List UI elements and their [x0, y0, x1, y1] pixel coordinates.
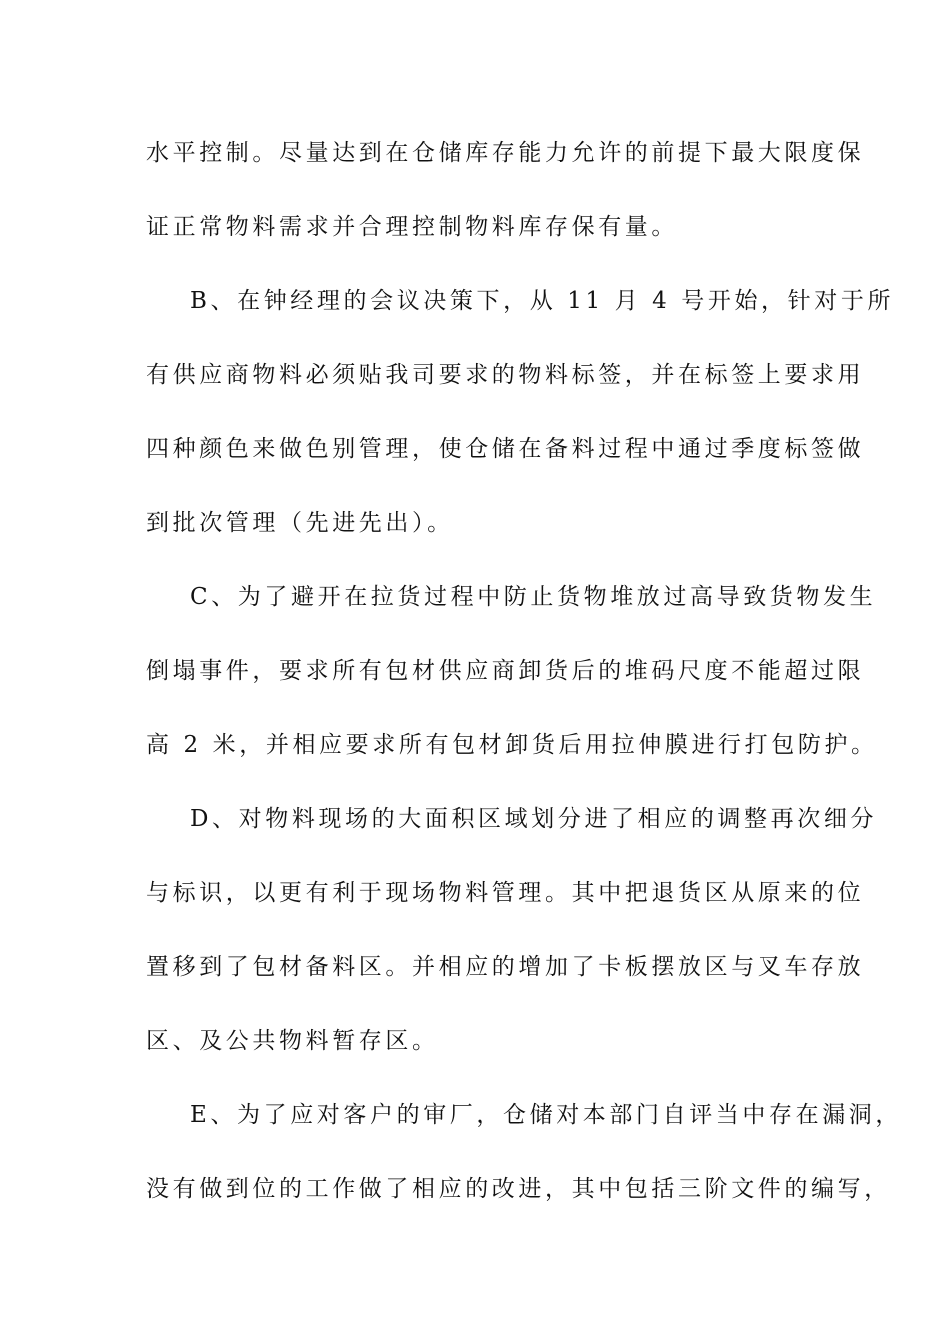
text-line: 倒塌事件，要求所有包材供应商卸货后的堆码尺度不能超过限: [146, 658, 865, 684]
text-line: 到批次管理（先进先出）。: [146, 510, 454, 536]
paragraph-e-start: E、为了应对客户的审厂，仓储对本部门自评当中存在漏洞，: [190, 1102, 902, 1128]
text-line: 与标识，以更有利于现场物料管理。其中把退货区从原来的位: [146, 880, 865, 906]
text-line: 有供应商物料必须贴我司要求的物料标签，并在标签上要求用: [146, 362, 865, 388]
text-line: 四种颜色来做色别管理，使仓储在备料过程中通过季度标签做: [146, 436, 865, 462]
text-line: 高 2 米，并相应要求所有包材卸货后用拉伸膜进行打包防护。: [146, 732, 878, 758]
text-line: 证正常物料需求并合理控制物料库存保有量。: [146, 214, 678, 240]
paragraph-b-start: B、在钟经理的会议决策下，从 11 月 4 号开始，针对于所: [190, 288, 895, 314]
paragraph-c-start: C、为了避开在拉货过程中防止货物堆放过高导致货物发生: [190, 584, 877, 610]
paragraph-d-start: D、对物料现场的大面积区域划分进了相应的调整再次细分: [190, 806, 878, 832]
text-line: 区、及公共物料暂存区。: [146, 1028, 439, 1054]
text-line: 置移到了包材备料区。并相应的增加了卡板摆放区与叉车存放: [146, 954, 865, 980]
text-line: 水平控制。尽量达到在仓储库存能力允许的前提下最大限度保: [146, 140, 865, 166]
text-line: 没有做到位的工作做了相应的改进，其中包括三阶文件的编写，: [146, 1176, 891, 1202]
